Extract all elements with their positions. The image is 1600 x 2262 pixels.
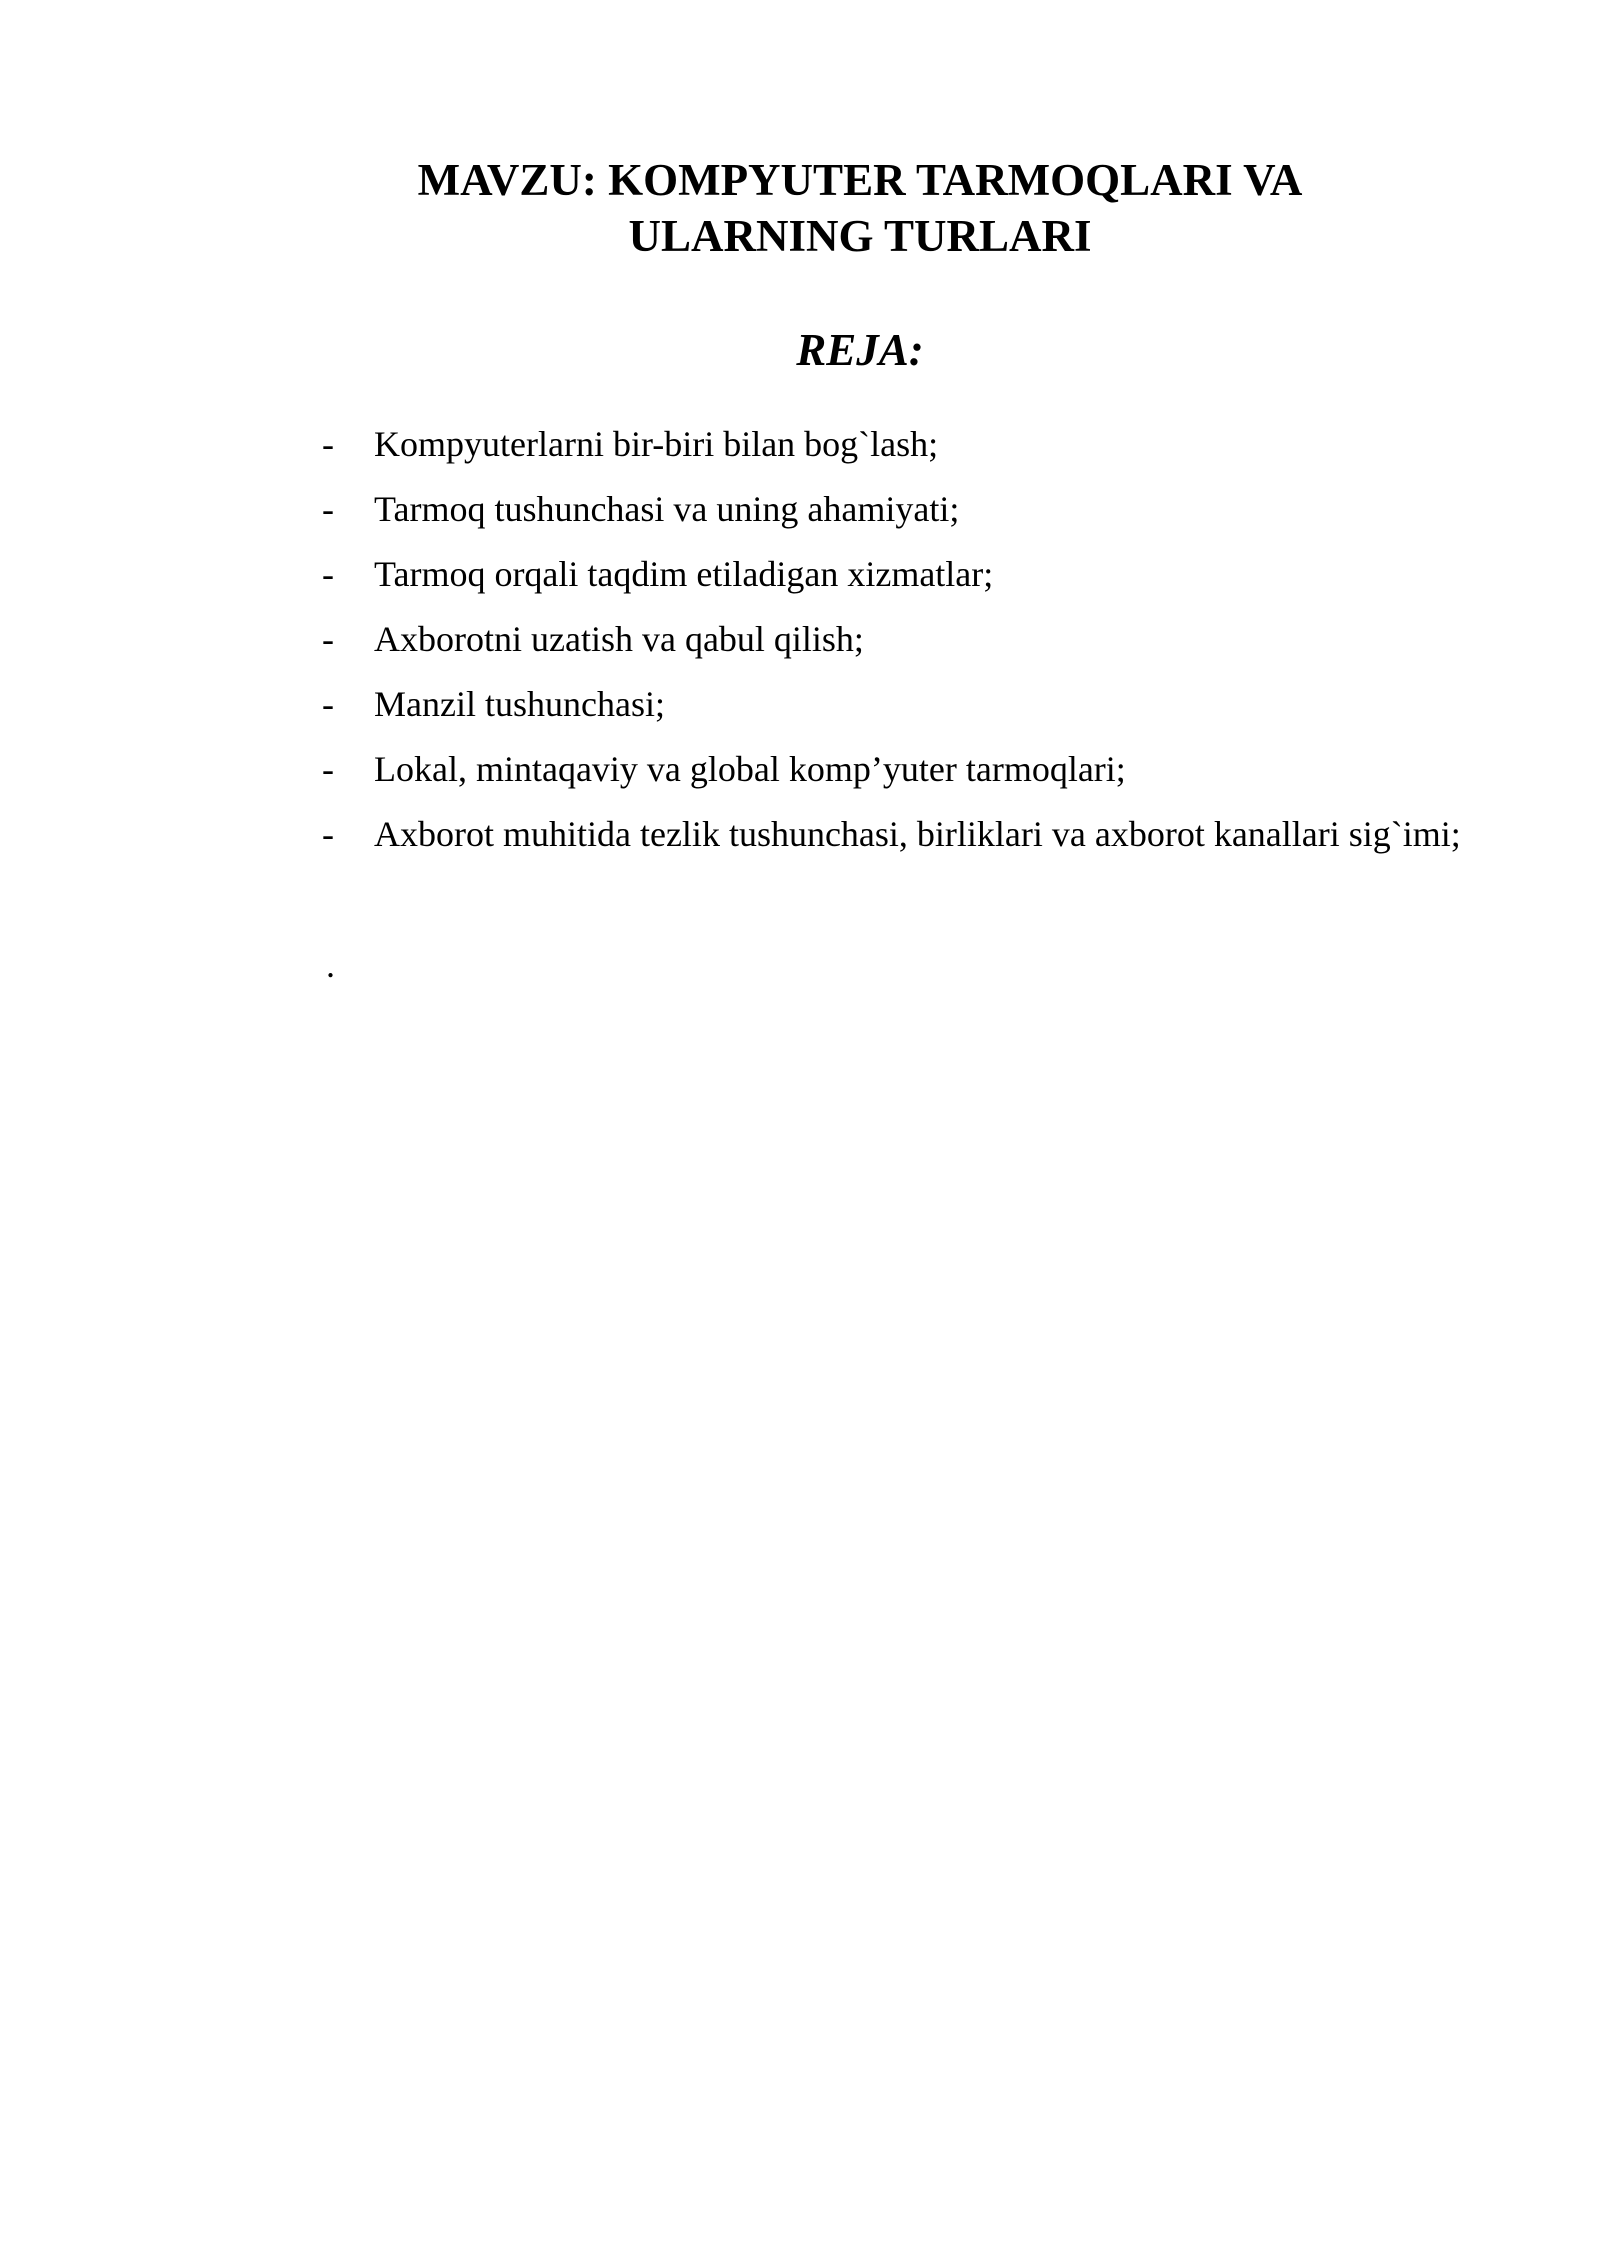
bullet-dash: -: [322, 684, 334, 724]
plan-item: [322, 477, 1492, 542]
plan-item-text: Tarmoq orqali taqdim etiladigan xizmatlar;: [374, 554, 994, 594]
plan-item: [322, 737, 1492, 802]
plan-item: [322, 412, 1492, 477]
plan-item-text: Kompyuterlarni bir-biri bilan bog`lash;: [374, 424, 939, 464]
bullet-dash: -: [322, 489, 334, 529]
plan-item-text: Axborot muhitida tezlik tushunchasi, birliklari va axborot kanallari sig`imi;: [374, 814, 1461, 854]
plan-item: [322, 542, 1492, 607]
plan-item: [322, 802, 1492, 867]
bullet-dash: -: [322, 814, 334, 854]
plan-item: [322, 672, 1492, 737]
plan-item-text: Manzil tushunchasi;: [374, 684, 665, 724]
plan-item-text: Axborotni uzatish va qabul qilish;: [374, 619, 864, 659]
plan-item-text: Tarmoq tushunchasi va uning ahamiyati;: [374, 489, 960, 529]
plan-heading: REJA:: [796, 325, 924, 375]
plan-item: [322, 607, 1492, 672]
bullet-dash: -: [322, 749, 334, 789]
bullet-dash: -: [322, 554, 334, 594]
plan-item-text: Lokal, mintaqaviy va global komp’yuter tarmoqlari;: [374, 749, 1126, 789]
page-title: [330, 152, 1390, 264]
title-line-1: MAVZU: KOMPYUTER TARMOQLARI VA: [417, 155, 1303, 205]
bullet-dash: -: [322, 619, 334, 659]
trailing-period: .: [326, 945, 335, 985]
title-line-2: ULARNING TURLARI: [628, 211, 1092, 261]
bullet-dash: -: [322, 424, 334, 464]
plan-list: [322, 412, 1492, 867]
